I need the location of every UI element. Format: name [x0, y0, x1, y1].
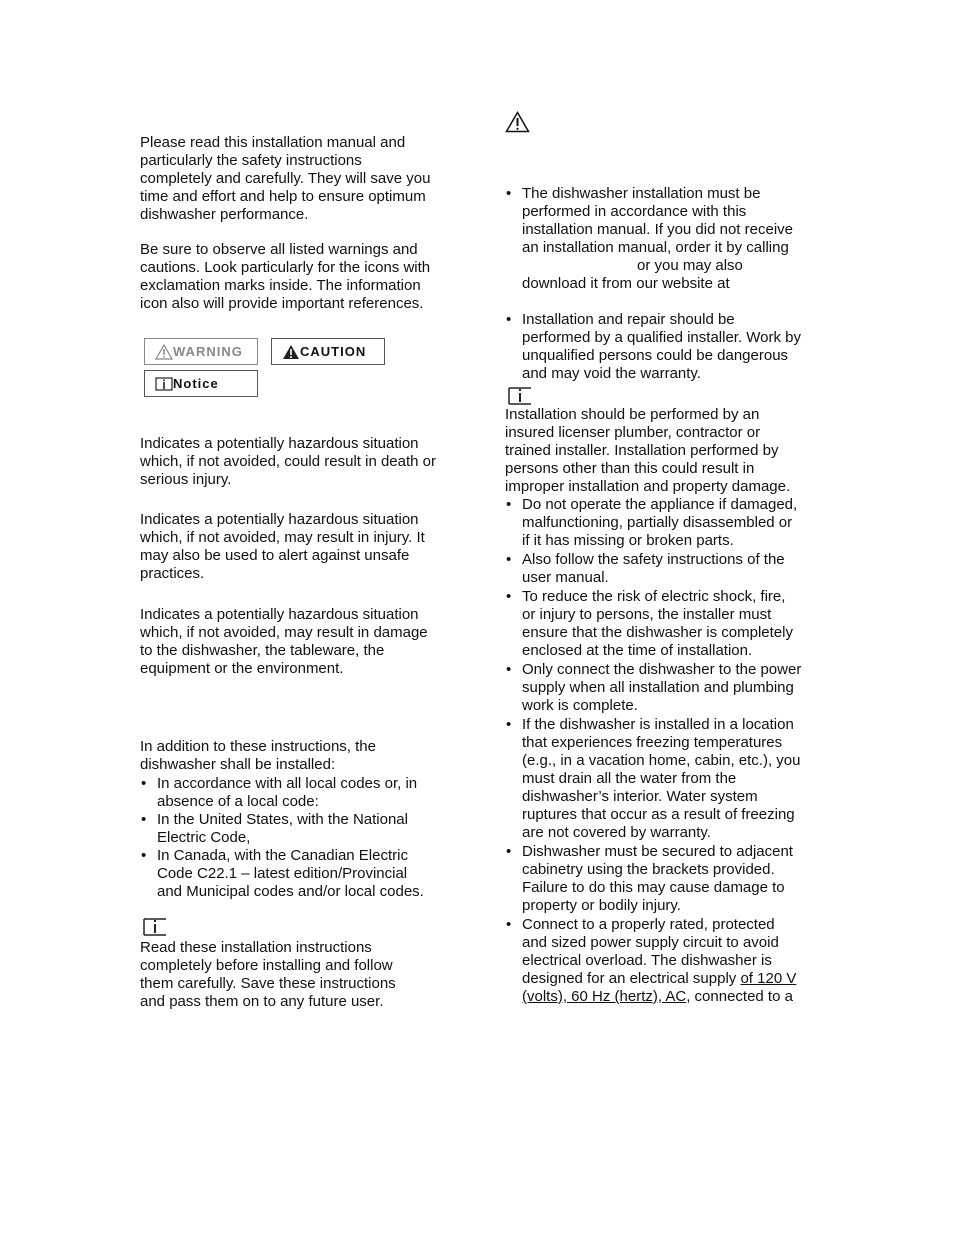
list-item: • Dishwasher must be secured to adjacent cabinetry using the brackets provided. Failure to do this may cause damage to property or bodily injury.	[505, 843, 801, 915]
list-item: • In Canada, with the Canadian Electric Code C22.1 – latest edition/Provincial and Municipal codes and/or local codes.	[140, 847, 424, 901]
codes-intro: In addition to these instructions, the dishwasher shall be installed:	[140, 738, 376, 773]
voltage-spec: of 120 V	[740, 970, 797, 987]
info-icon	[143, 918, 167, 936]
list-item: • Do not operate the appliance if damaged, malfunctioning, partially disassembled or if it has missing or broken parts.	[505, 496, 801, 550]
caution-label: CAUTION	[300, 344, 367, 359]
warning-label-box	[144, 338, 258, 365]
list-item: • In accordance with all local codes or, in absence of a local code:	[140, 775, 424, 811]
caution-label-box	[271, 338, 385, 365]
installation-bullet-2	[505, 311, 801, 383]
info-icon	[508, 387, 532, 405]
list-item: • To reduce the risk of electric shock, fire, or injury to persons, the installer must ensure that the dishwasher is completely enclosed at the time of installation.	[505, 588, 801, 660]
notice-label: Notice	[173, 376, 219, 391]
list-item: • Installation and repair should be performed by a qualified installer. Work by unqualified persons could be dangerous and may void the warranty.	[505, 311, 801, 383]
warning-label: WARNING	[173, 344, 243, 359]
caution-triangle-icon	[282, 344, 300, 360]
icons-paragraph: Be sure to observe all listed warnings and cautions. Look particularly for the icons with exclamation marks inside. The information icon also will provide important references.	[140, 241, 431, 312]
notice-label-box	[144, 370, 258, 397]
caution-definition: Indicates a potentially hazardous situation which, if not avoided, may result in injury. It may also be used to alert against unsafe practices.	[140, 511, 425, 582]
read-instructions-note: Read these installation instructions completely before installing and follow them carefully. Save these instructions and pass them on to any future user.	[140, 939, 396, 1010]
codes-list	[140, 775, 424, 901]
list-item: • Connect to a properly rated, protected and sized power supply circuit to avoid electrical overload. The dishwasher is designed for an electrical supply of 120 V (volts), 60 Hz (hertz), AC, connected to a	[505, 916, 801, 1006]
list-item: • Only connect the dishwasher to the power supply when all installation and plumbing work is complete.	[505, 661, 801, 715]
warning-triangle-icon	[505, 111, 530, 133]
intro-paragraph: Please read this installation manual and particularly the safety instructions completely and carefully. They will save you time and effort and help to ensure optimum dishwasher performance.	[140, 134, 431, 223]
list-item: • In the United States, with the National Electric Code,	[140, 811, 424, 847]
installation-bullet-1	[505, 185, 793, 293]
notice-paragraph: Installation should be performed by an insured licenser plumber, contractor or trained installer. Installation performed by persons other than this could result in improper installation and property damage.	[505, 406, 791, 495]
safety-list	[505, 496, 801, 1006]
list-item: • If the dishwasher is installed in a location that experiences freezing temperatures (e.g., in a vacation home, cabin, etc.), you must drain all the water from the dishwasher’s interior. Water system ruptures that occur as a result of freezing are not covered by warranty.	[505, 716, 801, 842]
warning-triangle-icon	[155, 344, 173, 360]
warning-definition: Indicates a potentially hazardous situation which, if not avoided, could result in death or serious injury.	[140, 435, 437, 488]
info-icon	[155, 377, 173, 391]
list-item: • The dishwasher installation must be performed in accordance with this installation manual. If you did not receive an installation manual, order it by calling or you may also download it from our website at	[505, 185, 793, 293]
list-item: • Also follow the safety instructions of the user manual.	[505, 551, 801, 587]
notice-definition: Indicates a potentially hazardous situation which, if not avoided, may result in damage to the dishwasher, the tableware, the equipment or the environment.	[140, 606, 428, 677]
frequency-spec: (volts), 60 Hz (hertz), AC	[522, 988, 687, 1005]
